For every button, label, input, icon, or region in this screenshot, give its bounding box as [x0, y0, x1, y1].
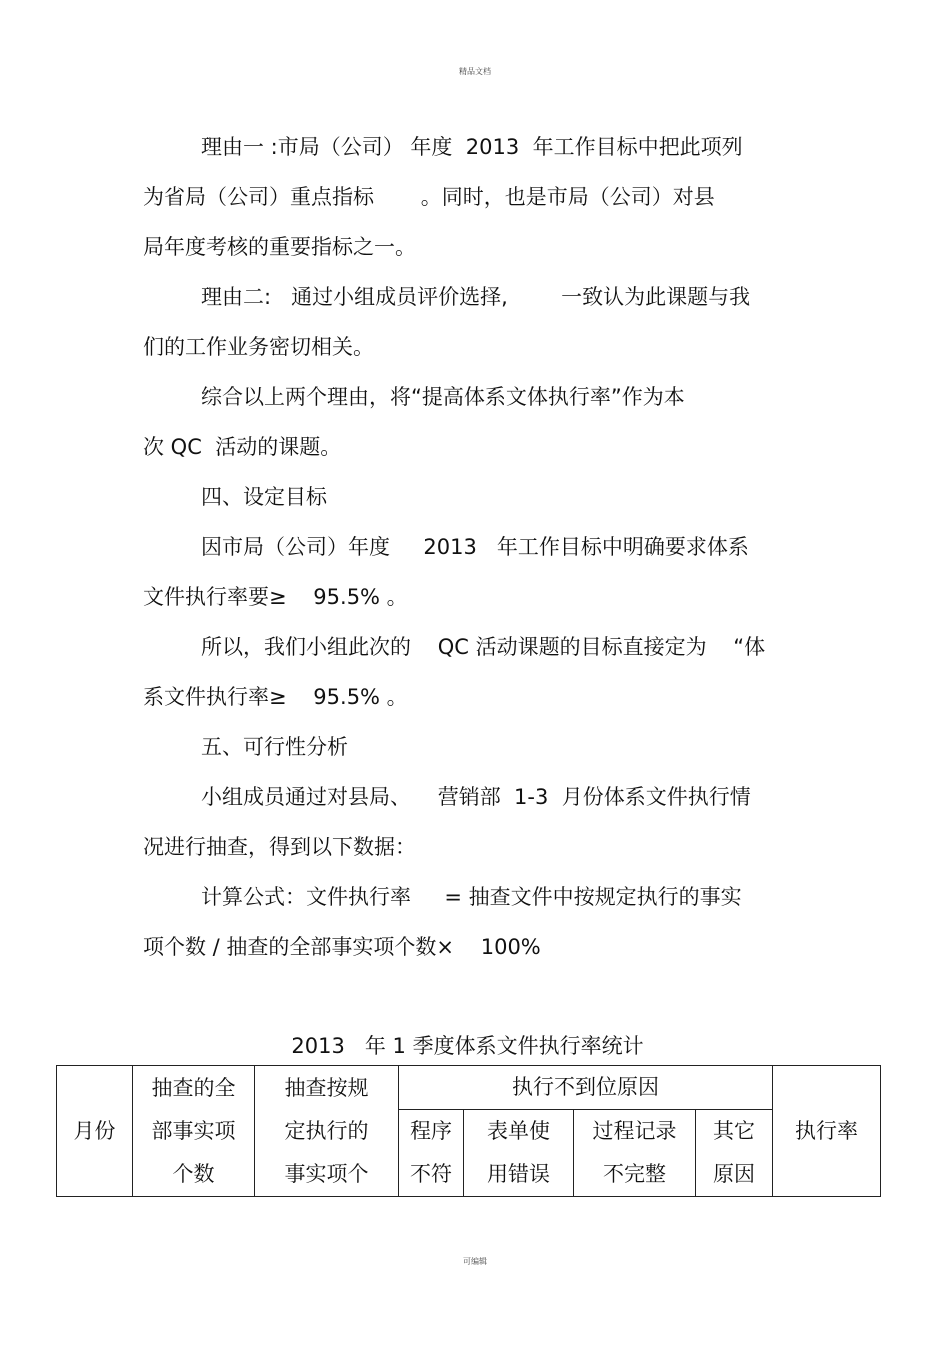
statistics-table [56, 1065, 881, 1197]
header-reason-procedure: 程序 不符 [399, 1110, 464, 1197]
header-reason-record: 过程记录 不完整 [574, 1110, 696, 1197]
paragraph-line: 因市局（公司）年度 2013 年工作目标中明确要求体系 [201, 535, 749, 559]
paragraph-line: 次 QC 活动的课题。 [143, 435, 342, 459]
formula-line: 计算公式：文件执行率 = 抽查文件中按规定执行的事实 [201, 885, 742, 909]
paragraph-line: 理由一 :市局（公司） 年度 2013 年工作目标中把此项列 [201, 135, 743, 159]
paragraph-line: 小组成员通过对县局、 营销部 1-3 月份体系文件执行情 [201, 785, 751, 809]
paragraph-line: 况进行抽查，得到以下数据： [143, 835, 416, 859]
paragraph-line: 们的工作业务密切相关。 [143, 335, 374, 359]
table-caption: 2013 年 1 季度体系文件执行率统计 [291, 1034, 644, 1058]
page-header: 精品文档 [459, 67, 491, 76]
paragraph-line: 局年度考核的重要指标之一。 [143, 235, 416, 259]
formula-line: 项个数 / 抽查的全部事实项个数× 100% [143, 935, 541, 959]
header-reasons-group: 执行不到位原因 [399, 1066, 773, 1110]
header-total-items: 抽查的全 部事实项 个数 [133, 1066, 255, 1197]
paragraph-line: 理由二: 通过小组成员评价选择, 一致认为此课题与我 [201, 285, 751, 309]
section-heading: 五、可行性分析 [201, 735, 348, 759]
paragraph-line: 综合以上两个理由，将“提高体系文体执行率”作为本 [201, 385, 685, 409]
section-heading: 四、设定目标 [201, 485, 327, 509]
paragraph-line: 文件执行率要≥ 95.5% 。 [143, 585, 408, 609]
paragraph-line: 所以，我们小组此次的 QC 活动课题的目标直接定为 “体 [201, 635, 766, 659]
header-month: 月份 [57, 1066, 133, 1197]
header-reason-other: 其它 原因 [696, 1110, 773, 1197]
paragraph-line: 为省局（公司）重点指标 。同时，也是市局（公司）对县 [143, 185, 715, 209]
header-reason-form: 表单使 用错误 [464, 1110, 574, 1197]
header-execution-rate: 执行率 [773, 1066, 881, 1197]
page-footer: 可编辑 [463, 1257, 487, 1266]
header-compliant-items: 抽查按规 定执行的 事实项个 [255, 1066, 399, 1197]
paragraph-line: 系文件执行率≥ 95.5% 。 [143, 685, 408, 709]
